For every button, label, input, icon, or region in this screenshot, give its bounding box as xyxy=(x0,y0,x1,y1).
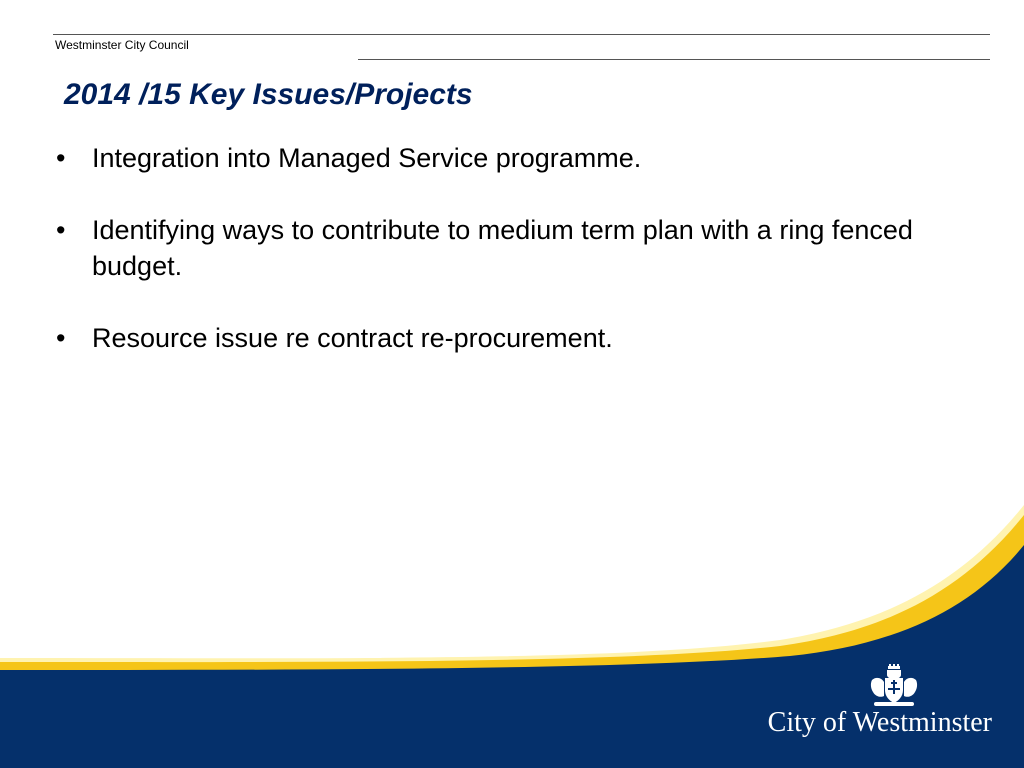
bullet-text: Identifying ways to contribute to medium term plan with a ring fenced budget. xyxy=(92,215,913,281)
bullet-text: Resource issue re contract re-procurement. xyxy=(92,323,613,353)
bullet-text: Integration into Managed Service programme. xyxy=(92,143,642,173)
slide-title: 2014 /15 Key Issues/Projects xyxy=(64,78,473,111)
bullet-dot: • xyxy=(56,215,66,245)
org-name: Westminster City Council xyxy=(55,38,189,52)
bullet-dot: • xyxy=(56,143,66,173)
brand-name: City of Westminster xyxy=(767,707,992,738)
westminster-crest-icon xyxy=(868,664,920,708)
bullet-dot: • xyxy=(56,323,66,353)
